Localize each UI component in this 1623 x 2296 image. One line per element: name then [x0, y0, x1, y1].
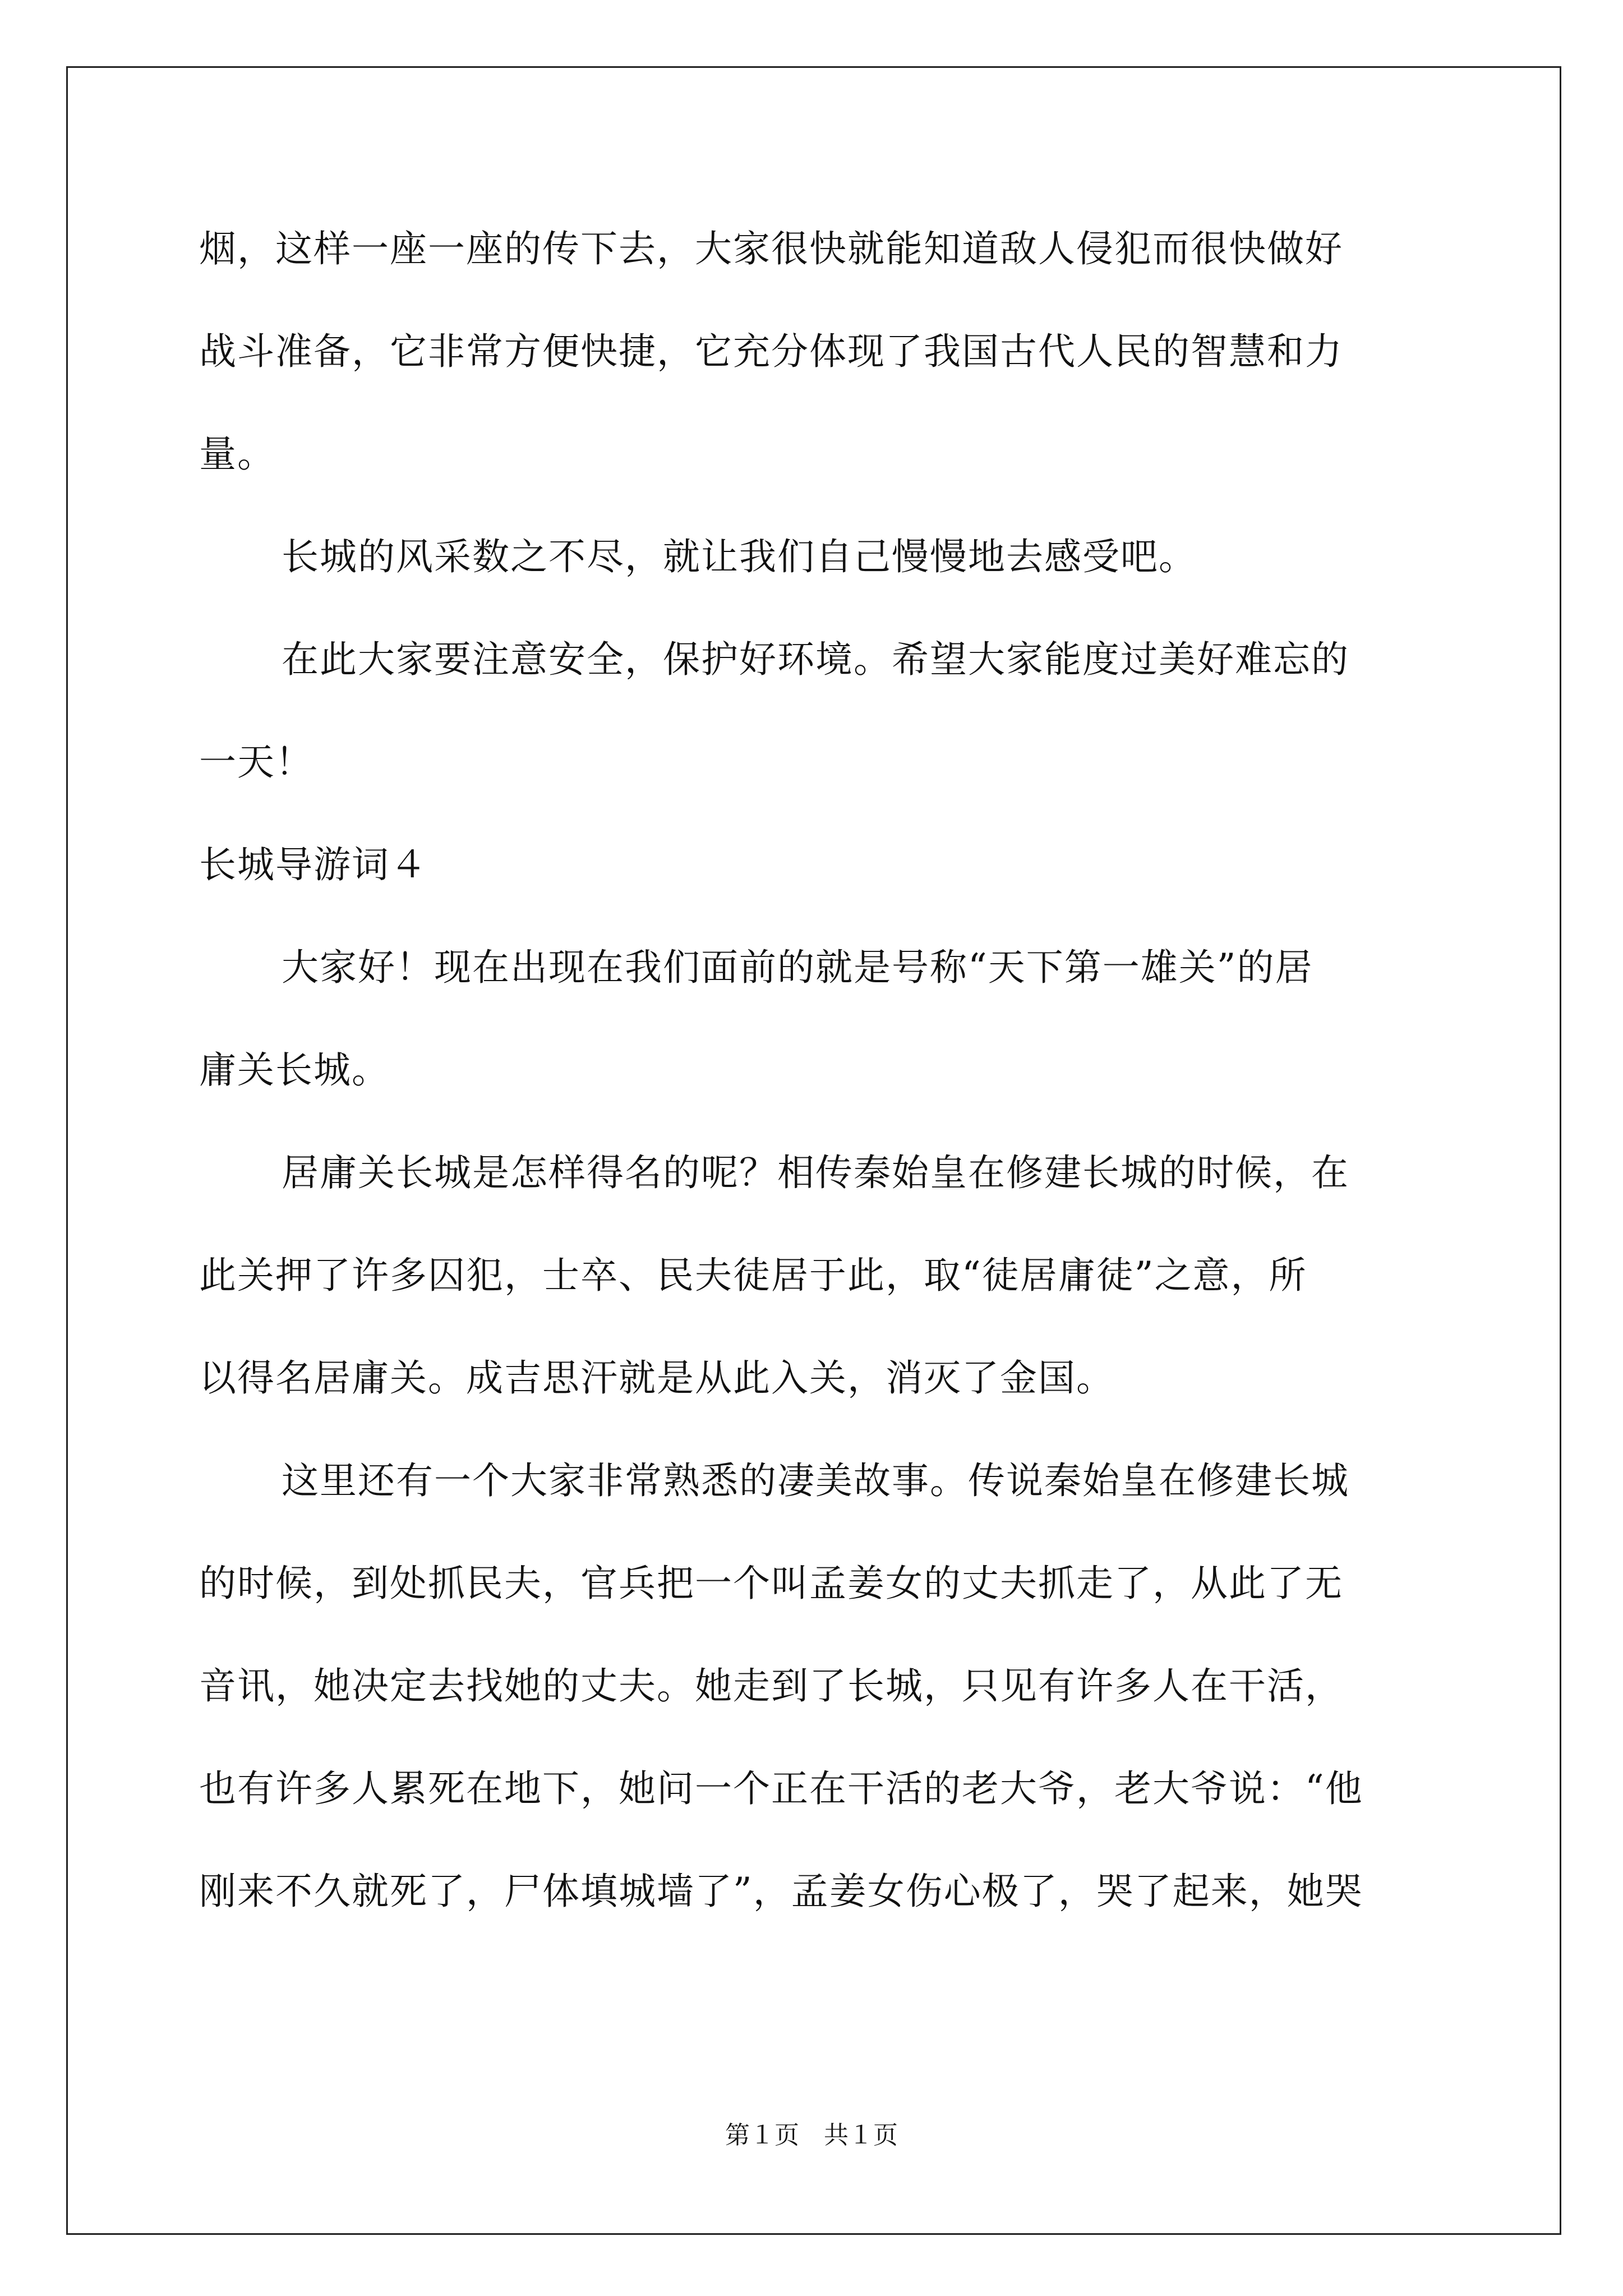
text-line: 在此大家要注意安全，保护好环境。希望大家能度过美好难忘的: [282, 638, 1349, 681]
text-line: 音讯，她决定去找她的丈夫。她走到了长城，只见有许多人在干活，: [199, 1664, 1343, 1708]
page-number-footer: 第１页 共１页: [725, 2121, 898, 2150]
text-line: 的时候，到处抓民夫，官兵把一个叫孟姜女的丈夫抓走了，从此了无: [199, 1562, 1343, 1605]
text-line: 长城的风采数之不尽，就让我们自己慢慢地去感受吧。: [282, 535, 1197, 578]
text-line: 大家好！现在出现在我们面前的就是号称“天下第一雄关”的居: [282, 946, 1313, 989]
text-line: 庸关长城。: [199, 1048, 390, 1092]
text-line: 刚来不久就死了，尸体填城墙了”，孟姜女伤心极了，哭了起来，她哭: [199, 1870, 1363, 1913]
document-body: [199, 223, 1433, 1968]
text-line: 居庸关长城是怎样得名的呢？相传秦始皇在修建长城的时候，在: [282, 1151, 1349, 1194]
text-line: 量。: [199, 432, 275, 476]
text-line: 战斗准备，它非常方便快捷，它充分体现了我国古代人民的智慧和力: [199, 330, 1343, 373]
text-line: 此关押了许多囚犯，士卒、民夫徒居于此，取“徒居庸徒”之意，所: [199, 1254, 1307, 1297]
text-line: 一天！: [199, 740, 313, 784]
text-line: 烟，这样一座一座的传下去，大家很快就能知道敌人侵犯而很快做好: [199, 227, 1343, 270]
text-line: 以得名居庸关。成吉思汗就是从此入关，消灭了金国。: [199, 1356, 1114, 1400]
section-heading: 长城导游词４: [199, 843, 428, 886]
text-line: 这里还有一个大家非常熟悉的凄美故事。传说秦始皇在修建长城: [282, 1459, 1349, 1502]
text-line: 也有许多人累死在地下，她问一个正在干活的老大爷，老大爷说：“他: [199, 1767, 1363, 1810]
